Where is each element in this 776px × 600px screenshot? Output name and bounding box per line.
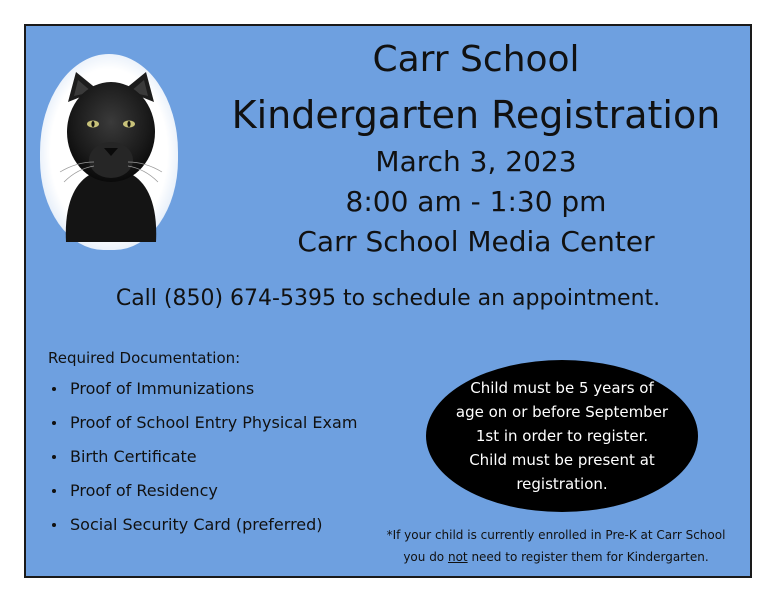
bullet-icon	[52, 523, 56, 527]
event-time: 8:00 am - 1:30 pm	[345, 185, 607, 218]
note-text: need to register them for Kindergarten.	[467, 550, 709, 564]
list-item-label: Proof of School Entry Physical Exam	[70, 413, 358, 432]
eligibility-line: Child must be present at	[469, 451, 655, 469]
call-instructions: Call (850) 674-5395 to schedule an appointment.	[115, 286, 661, 311]
note-text: you do	[403, 550, 448, 564]
list-item	[48, 412, 388, 434]
eligibility-oval	[426, 360, 698, 512]
eligibility-line: Child must be 5 years of	[470, 379, 654, 397]
bullet-icon	[52, 387, 56, 391]
list-item-label: Proof of Immunizations	[70, 379, 255, 398]
event-date: March 3, 2023	[375, 145, 577, 178]
documentation-list	[48, 378, 388, 536]
list-item-label: Proof of Residency	[70, 481, 218, 500]
note-line-2	[366, 546, 746, 568]
list-item	[48, 480, 388, 502]
registration-flyer	[24, 24, 752, 578]
documentation-heading: Required Documentation:	[48, 349, 241, 367]
school-name: Carr School	[372, 39, 580, 80]
list-item-label: Social Security Card (preferred)	[70, 515, 323, 534]
event-location: Carr School Media Center	[297, 225, 655, 258]
list-item-label: Birth Certificate	[70, 447, 197, 466]
panther-logo	[46, 62, 176, 242]
list-item	[48, 378, 388, 400]
eligibility-text	[447, 376, 677, 496]
list-item	[48, 514, 388, 536]
note-emphasis: not	[447, 550, 468, 564]
eligibility-line: age on or before September	[455, 403, 669, 421]
bullet-icon	[52, 421, 56, 425]
bullet-icon	[52, 455, 56, 459]
eligibility-line: registration.	[516, 475, 608, 493]
note-line-1: *If your child is currently enrolled in Pre-K at Carr School	[386, 528, 726, 542]
pre-k-note	[366, 524, 746, 568]
list-item	[48, 446, 388, 468]
eligibility-line: 1st in order to register.	[475, 427, 649, 445]
title-block	[206, 34, 746, 260]
bullet-icon	[52, 489, 56, 493]
event-title: Kindergarten Registration	[231, 93, 721, 137]
required-documentation	[48, 348, 388, 548]
